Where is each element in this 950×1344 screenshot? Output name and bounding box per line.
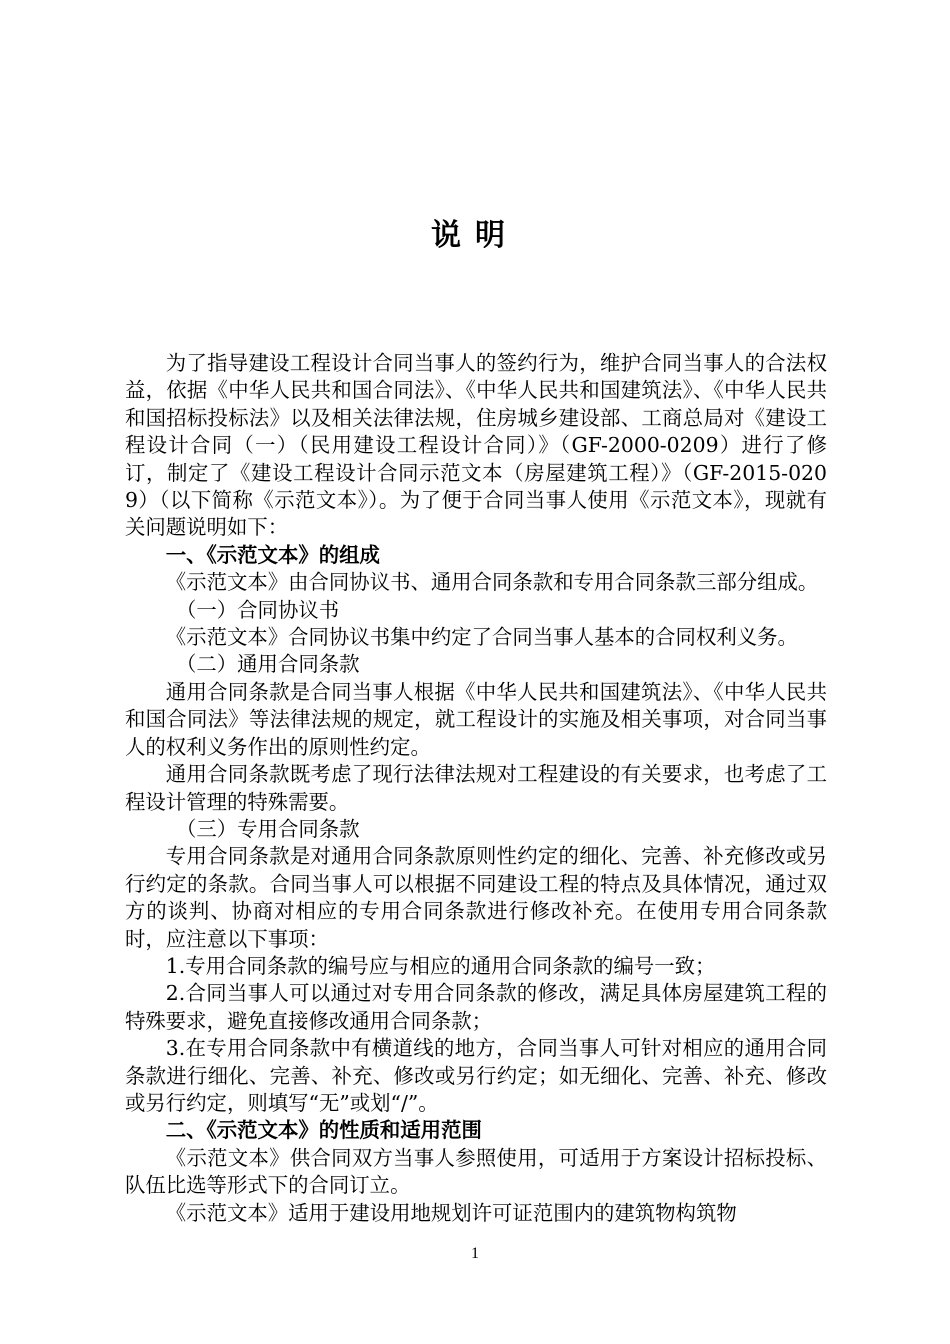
subsection-heading-agreement: （一）合同协议书 [176,597,340,622]
agreement-paragraph: 《示范文本》合同协议书集中约定了合同当事人基本的合同权利义务。 [165,625,798,650]
section-heading-scope: 二、《示范文本》的性质和适用范围 [165,1118,482,1143]
page-number: 1 [471,1245,479,1262]
scope-paragraph-1: 《示范文本》供合同双方当事人参照使用，可适用于方案设计招标投标、队伍比选等形式下的合同订立。 [125,1145,827,1198]
intro-paragraph: 为了指导建设工程设计合同当事人的签约行为，维护合同当事人的合法权益，依据《中华人民共和国合同法》、《中华人民共和国建筑法》、《中华人民共和国招标投标法》以及相关法律法规，住房城乡建设部、工商总局对《建设工程设计合同（一）（民用建设工程设计合同）》（GF-2000-0209）进行了修订，制定了《建设工程设计合同示范文本（房屋建筑工程）》（GF-2015-0209）（以下简称《示范文本》）。为了便于合同当事人使用《示范文本》，现就有关问题说明如下： [125,351,827,540]
composition-paragraph: 《示范文本》由合同协议书、通用合同条款和专用合同条款三部分组成。 [165,570,819,595]
special-terms-item-1: 1.专用合同条款的编号应与相应的通用合同条款的编号一致； [165,953,716,978]
special-terms-item-3: 3.在专用合同条款中有横道线的地方，合同当事人可针对相应的通用合同条款进行细化、完善、补充、修改或另行约定；如无细化、完善、补充、修改或另行约定，则填写“无”或划“/”。 [125,1036,827,1115]
subsection-heading-general-terms: （二）通用合同条款 [176,652,360,677]
special-terms-item-2: 2.合同当事人可以通过对专用合同条款的修改，满足具体房屋建筑工程的特殊要求，避免直接修改通用合同条款； [125,981,827,1033]
document-body [125,350,827,1227]
section-heading-composition: 一、《示范文本》的组成 [165,542,380,567]
special-terms-paragraph: 专用合同条款是对通用合同条款原则性约定的细化、完善、补充修改或另行约定的条款。合同当事人可以根据不同建设工程的特点及具体情况，通过双方的谈判、协商对相应的专用合同条款进行修改补充。在使用专用合同条款时，应注意以下事项： [125,844,827,951]
general-terms-paragraph-2: 通用合同条款既考虑了现行法律法规对工程建设的有关要求，也考虑了工程设计管理的特殊需要。 [125,762,827,814]
scope-paragraph-2: 《示范文本》适用于建设用地规划许可证范围内的建筑物构筑物 [165,1200,737,1225]
general-terms-paragraph-1: 通用合同条款是合同当事人根据《中华人民共和国建筑法》、《中华人民共和国合同法》等法律法规的规定，就工程设计的实施及相关事项，对合同当事人的权利义务作出的原则性约定。 [125,679,827,759]
subsection-heading-special-terms: （三）专用合同条款 [176,816,360,841]
page-title: 说明 [431,218,519,253]
